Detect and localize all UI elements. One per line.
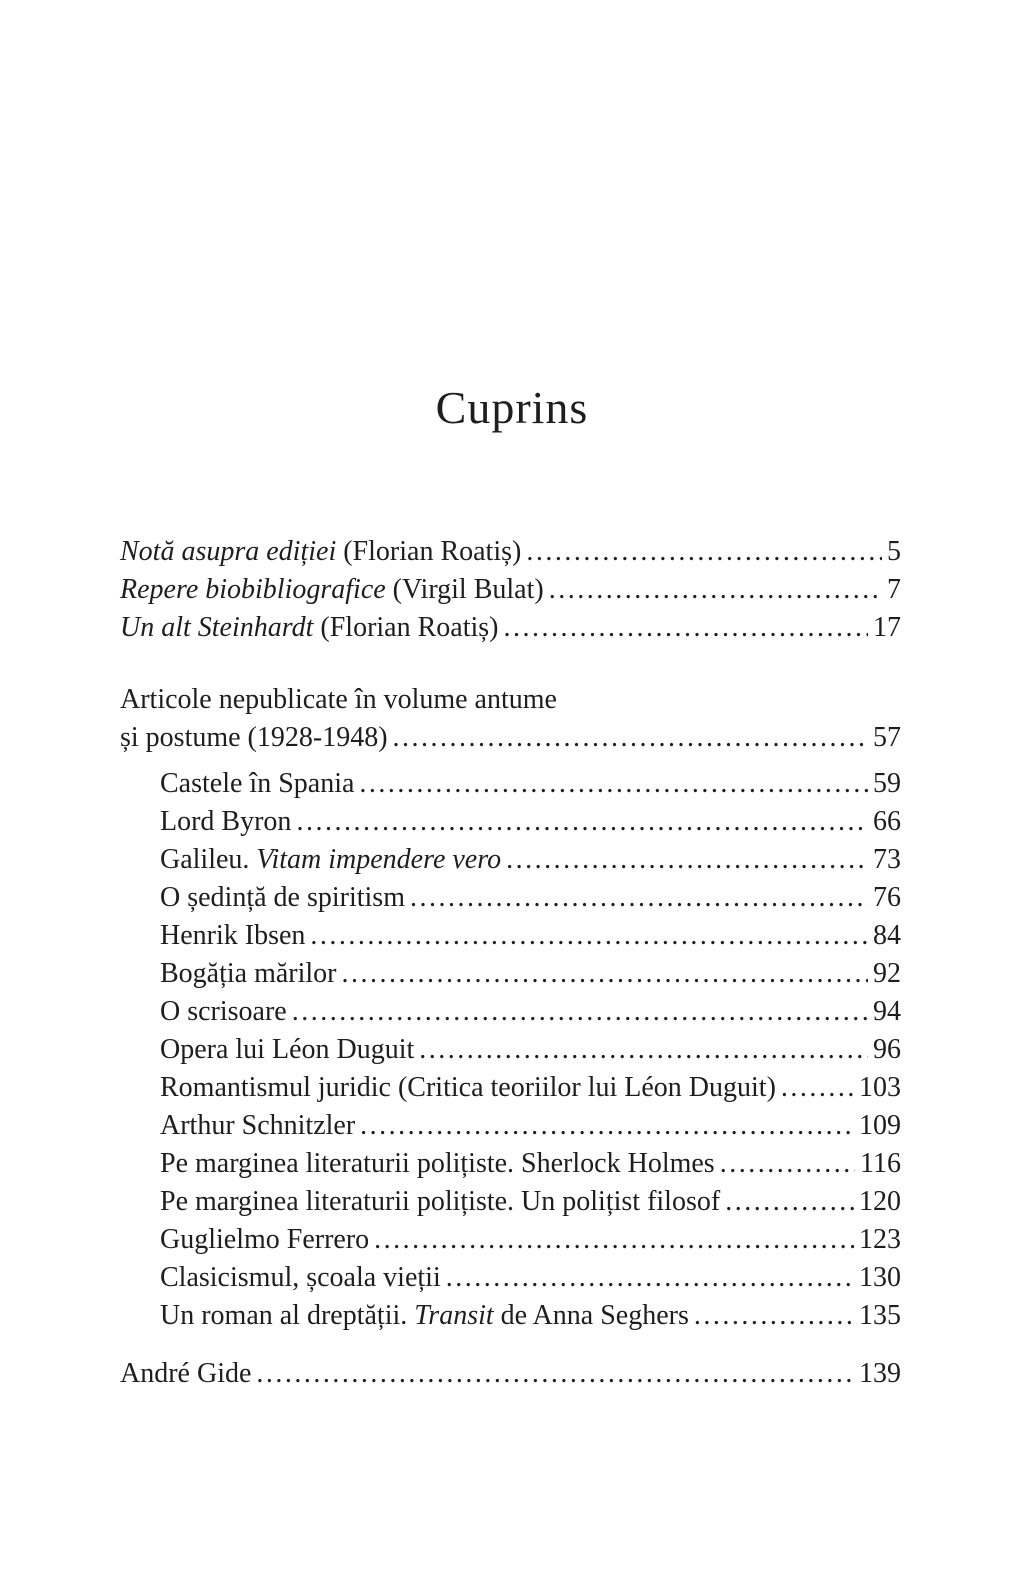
dot-leader: [419, 1031, 868, 1069]
toc-list: [0, 533, 1024, 1393]
toc-entry-page-number: 73: [873, 844, 901, 875]
toc-entry-page-number: 5: [887, 536, 901, 567]
toc-entry-title: Notă asupra ediției (Florian Roatiș): [120, 536, 522, 567]
dot-leader: [506, 841, 868, 879]
toc-entry-page-number: 59: [873, 768, 901, 799]
dot-leader: [504, 609, 869, 647]
toc-entry-page-number: 123: [859, 1224, 901, 1255]
toc-entry: [120, 879, 901, 917]
toc-entry-title: Opera lui Léon Duguit: [160, 1034, 415, 1065]
toc-entry-title: Clasicismul, școala vieții: [160, 1262, 441, 1293]
dot-leader: [296, 803, 868, 841]
toc-entry-title: Un alt Steinhardt (Florian Roatiș): [120, 612, 499, 643]
toc-entry: [120, 533, 901, 571]
toc-entry: [120, 1221, 901, 1259]
toc-entry: [120, 719, 901, 757]
toc-entry-title: Guglielmo Ferrero: [160, 1224, 370, 1255]
toc-entry-title: Castele în Spania: [160, 768, 355, 799]
toc-entry-page-number: 120: [859, 1186, 901, 1217]
toc-entry-title: Pe marginea literaturii polițiste. Sherlock Holmes: [160, 1148, 715, 1179]
dot-leader: [256, 1355, 854, 1393]
toc-entry-page-number: 94: [873, 996, 901, 1027]
dot-leader: [360, 1107, 854, 1145]
dot-leader: [310, 917, 868, 955]
toc-entry: [120, 1107, 901, 1145]
toc-entry-title: Galileu. Vitam impendere vero: [160, 844, 502, 875]
toc-entry-title: Pe marginea literaturii polițiste. Un polițist filosof: [160, 1186, 721, 1217]
toc-entry-page-number: 96: [873, 1034, 901, 1065]
toc-entry-page-number: 17: [873, 612, 901, 643]
toc-entry-page-number: 76: [873, 882, 901, 913]
toc-entry: [120, 1145, 901, 1183]
toc-entry-title: Repere biobibliografice (Virgil Bulat): [120, 574, 544, 605]
toc-entry: [120, 1069, 901, 1107]
toc-entry-page-number: 116: [860, 1148, 901, 1179]
toc-entry-page-number: 84: [873, 920, 901, 951]
toc-entry: [120, 1031, 901, 1069]
toc-entry: [120, 1297, 901, 1335]
toc-entry-page-number: 92: [873, 958, 901, 989]
dot-leader: [446, 1259, 854, 1297]
toc-entry: [120, 917, 901, 955]
dot-leader: [694, 1297, 854, 1335]
dot-leader: [393, 719, 868, 757]
dot-leader: [720, 1145, 855, 1183]
toc-entry-page-number: 135: [859, 1300, 901, 1331]
toc-entry: [120, 609, 901, 647]
toc-entry: [120, 1259, 901, 1297]
toc-entry-title: Articole nepublicate în volume antume: [120, 684, 557, 715]
toc-entry: [120, 1183, 901, 1221]
toc-entry-title: și postume (1928-1948): [120, 722, 388, 753]
toc-entry-title: Bogăția mărilor: [160, 958, 337, 989]
toc-entry-title: Henrik Ibsen: [160, 920, 306, 951]
toc-entry-page-number: 109: [859, 1110, 901, 1141]
toc-entry-page-number: 66: [873, 806, 901, 837]
toc-entry: [120, 571, 901, 609]
toc-entry: [120, 993, 901, 1031]
dot-leader: [549, 571, 882, 609]
toc-entry-title: O ședință de spiritism: [160, 882, 405, 913]
dot-leader: [781, 1069, 854, 1107]
toc-entry-page-number: 103: [859, 1072, 901, 1103]
dot-leader: [292, 993, 868, 1031]
dot-leader: [725, 1183, 854, 1221]
toc-entry-page-number: 139: [859, 1358, 901, 1389]
toc-entry-title: Arthur Schnitzler: [160, 1110, 356, 1141]
toc-entry-page-number: 130: [859, 1262, 901, 1293]
toc-entry-page-number: 7: [887, 574, 901, 605]
toc-entry-title: André Gide: [120, 1358, 252, 1389]
page-title: Cuprins: [435, 382, 589, 433]
dot-leader: [410, 879, 868, 917]
toc-entry-title: O scrisoare: [160, 996, 287, 1027]
toc-entry-page-number: 57: [873, 722, 901, 753]
toc-entry: [120, 955, 901, 993]
toc-entry-title: Un roman al dreptății. Transit de Anna Seghers: [160, 1300, 689, 1331]
dot-leader: [359, 765, 868, 803]
toc-entry-title: Romantismul juridic (Critica teoriilor lui Léon Duguit): [160, 1072, 776, 1103]
toc-entry-title: Lord Byron: [160, 806, 292, 837]
toc-entry: [120, 681, 901, 719]
toc-entry: [120, 841, 901, 879]
toc-entry: [120, 803, 901, 841]
toc-entry: [120, 765, 901, 803]
dot-leader: [342, 955, 868, 993]
toc-entry: [120, 1355, 901, 1393]
dot-leader: [526, 533, 882, 571]
dot-leader: [374, 1221, 854, 1259]
